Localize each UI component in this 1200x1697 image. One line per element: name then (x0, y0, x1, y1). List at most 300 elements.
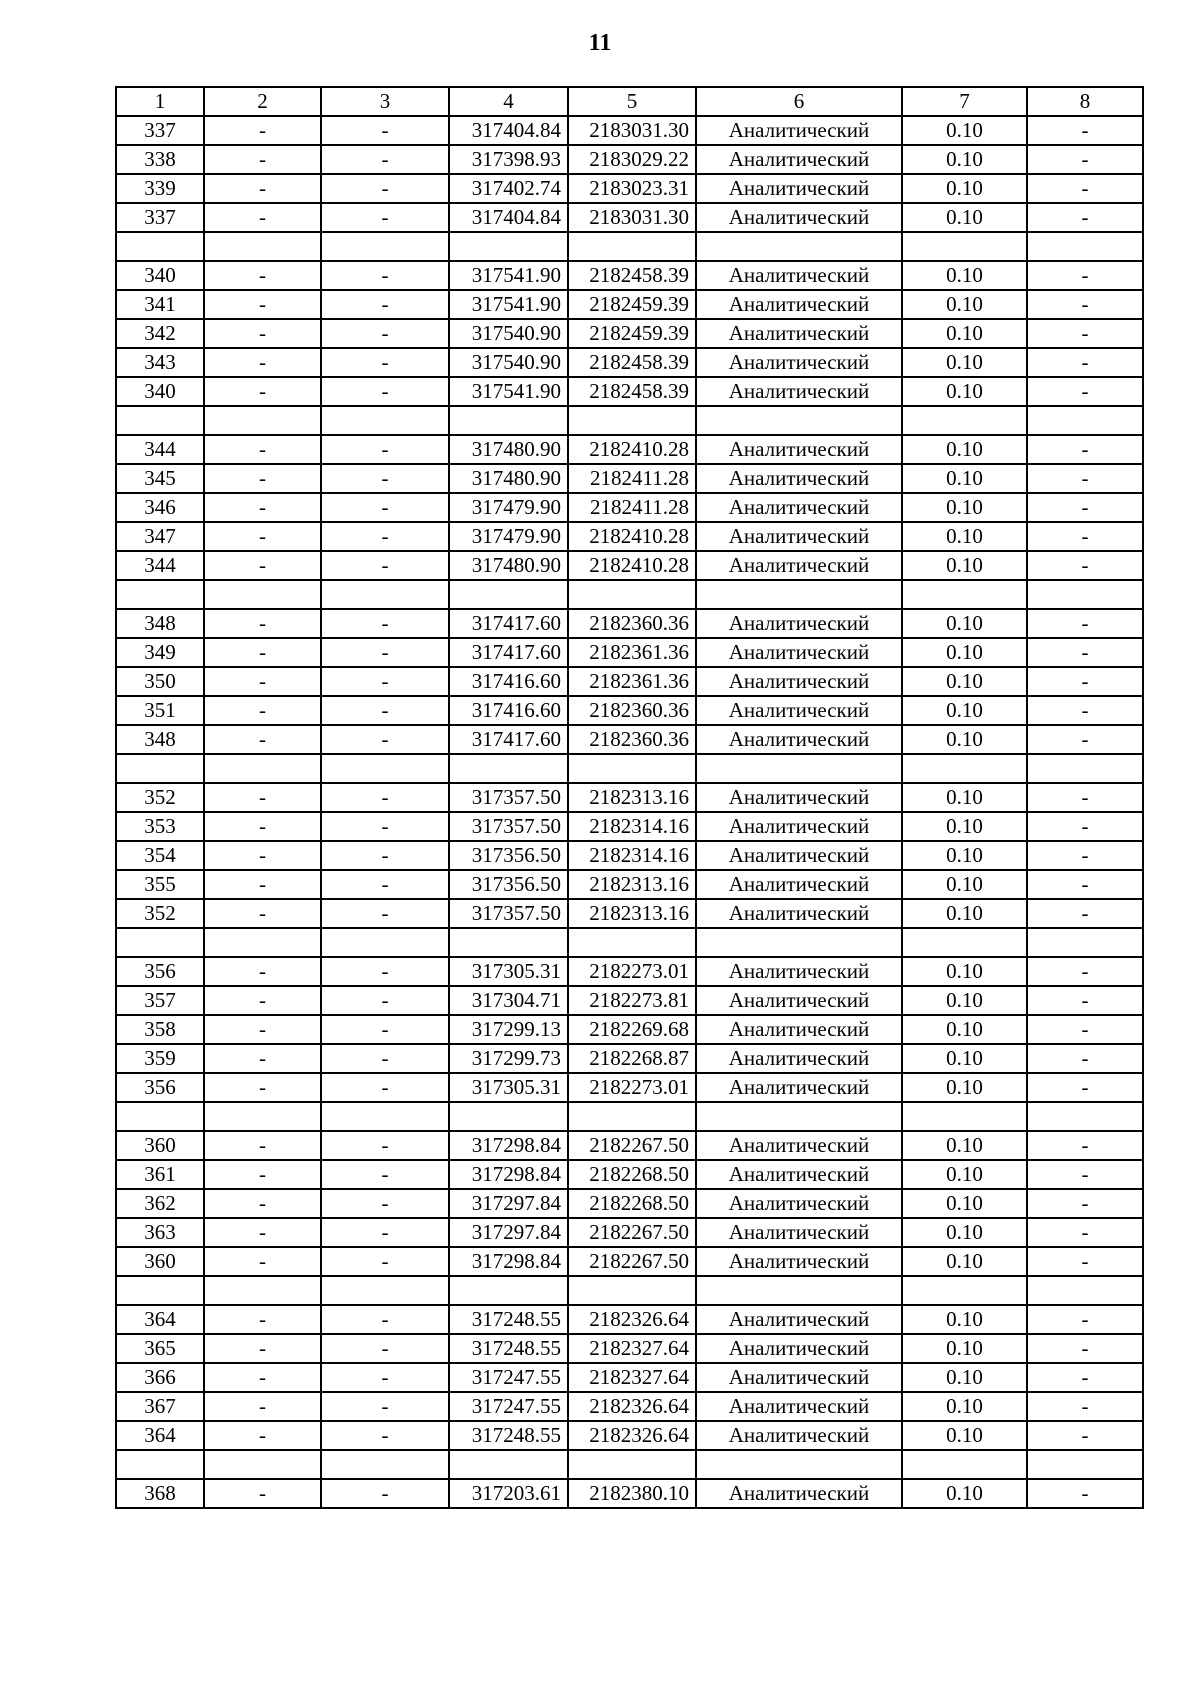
table-cell: 2182380.10 (568, 1479, 696, 1508)
table-cell: 340 (116, 261, 204, 290)
table-cell: - (321, 319, 449, 348)
table-cell: 0.10 (902, 1305, 1027, 1334)
table-cell: - (321, 145, 449, 174)
table-cell: 317304.71 (449, 986, 568, 1015)
table-cell: 337 (116, 203, 204, 232)
table-cell: 360 (116, 1247, 204, 1276)
table-cell: - (204, 493, 321, 522)
table-cell: 2182327.64 (568, 1363, 696, 1392)
table-cell: - (321, 1015, 449, 1044)
table-cell: 0.10 (902, 1247, 1027, 1276)
table-cell: - (321, 377, 449, 406)
table-cell: 317480.90 (449, 464, 568, 493)
table-cell: - (321, 638, 449, 667)
table-cell: - (1027, 870, 1143, 899)
table-cell (116, 580, 204, 609)
table-cell: 361 (116, 1160, 204, 1189)
table-row (116, 1015, 1143, 1044)
table-cell (1027, 406, 1143, 435)
table-cell: 2182410.28 (568, 435, 696, 464)
table-cell: Аналитический (696, 261, 902, 290)
table-cell (568, 580, 696, 609)
table-cell: 2182326.64 (568, 1392, 696, 1421)
table-cell (902, 1276, 1027, 1305)
table-cell: - (321, 116, 449, 145)
table-cell: Аналитический (696, 696, 902, 725)
table-cell: - (321, 203, 449, 232)
table-cell: - (321, 435, 449, 464)
table-cell: 317416.60 (449, 696, 568, 725)
separator-row (116, 580, 1143, 609)
table-cell: - (204, 1044, 321, 1073)
table-row (116, 986, 1143, 1015)
table-row (116, 1189, 1143, 1218)
table-cell: 2182273.81 (568, 986, 696, 1015)
table-cell: - (204, 261, 321, 290)
table-cell: 2182458.39 (568, 348, 696, 377)
table-cell: Аналитический (696, 1044, 902, 1073)
table-cell: - (321, 1305, 449, 1334)
table-cell: Аналитический (696, 870, 902, 899)
table-row (116, 1305, 1143, 1334)
table-cell: Аналитический (696, 464, 902, 493)
table-cell: 317416.60 (449, 667, 568, 696)
table-cell: 317417.60 (449, 609, 568, 638)
table-cell: 0.10 (902, 464, 1027, 493)
table-cell: Аналитический (696, 1015, 902, 1044)
table-cell: - (321, 1363, 449, 1392)
table-cell: 356 (116, 1073, 204, 1102)
table-cell: - (321, 464, 449, 493)
table-cell: - (1027, 377, 1143, 406)
table-cell: 352 (116, 783, 204, 812)
table-row (116, 290, 1143, 319)
table-cell: - (1027, 609, 1143, 638)
table-cell (204, 754, 321, 783)
table-cell: 0.10 (902, 435, 1027, 464)
separator-row (116, 232, 1143, 261)
table-cell: 0.10 (902, 638, 1027, 667)
table-cell: 317480.90 (449, 551, 568, 580)
table-cell: 317541.90 (449, 261, 568, 290)
table-cell (449, 406, 568, 435)
table-cell: 348 (116, 609, 204, 638)
table-cell (116, 1102, 204, 1131)
table-cell: - (204, 1363, 321, 1392)
table-cell: 343 (116, 348, 204, 377)
table-cell: - (204, 1218, 321, 1247)
table-cell: 317299.13 (449, 1015, 568, 1044)
separator-row (116, 1276, 1143, 1305)
table-cell: 0.10 (902, 1015, 1027, 1044)
table-cell: Аналитический (696, 609, 902, 638)
table-cell: 0.10 (902, 174, 1027, 203)
table-cell (1027, 232, 1143, 261)
table-cell: - (204, 1131, 321, 1160)
table-cell: 341 (116, 290, 204, 319)
table-cell: 359 (116, 1044, 204, 1073)
table-cell: - (204, 1479, 321, 1508)
table-cell: 317540.90 (449, 348, 568, 377)
table-cell: - (204, 899, 321, 928)
table-row (116, 1421, 1143, 1450)
table-cell: 346 (116, 493, 204, 522)
table-cell: - (321, 1160, 449, 1189)
table-cell: 0.10 (902, 116, 1027, 145)
coordinates-table (115, 86, 1144, 1509)
table-cell: 2182268.50 (568, 1160, 696, 1189)
table-cell (321, 928, 449, 957)
table-cell (696, 1276, 902, 1305)
table-cell: - (1027, 841, 1143, 870)
table-cell: 0.10 (902, 493, 1027, 522)
table-cell: 2182411.28 (568, 464, 696, 493)
table-cell: - (321, 870, 449, 899)
table-cell (321, 754, 449, 783)
separator-row (116, 928, 1143, 957)
table-cell: 2182268.87 (568, 1044, 696, 1073)
table-cell: - (321, 348, 449, 377)
header-cell: 8 (1027, 87, 1143, 116)
table-cell: - (204, 957, 321, 986)
table-cell: 0.10 (902, 551, 1027, 580)
table-cell: Аналитический (696, 1363, 902, 1392)
table-body (116, 116, 1143, 1508)
table-cell: 2182411.28 (568, 493, 696, 522)
table-cell: - (1027, 319, 1143, 348)
table-cell: 317357.50 (449, 812, 568, 841)
table-cell: - (204, 667, 321, 696)
table-cell (321, 232, 449, 261)
table-cell: 0.10 (902, 812, 1027, 841)
table-cell: 0.10 (902, 145, 1027, 174)
table-cell: 0.10 (902, 667, 1027, 696)
table-cell: 317356.50 (449, 841, 568, 870)
table-cell: - (204, 1334, 321, 1363)
table-cell (449, 1450, 568, 1479)
table-cell: - (1027, 1305, 1143, 1334)
table-cell: Аналитический (696, 638, 902, 667)
table-cell: 2182269.68 (568, 1015, 696, 1044)
table-cell: - (321, 783, 449, 812)
table-cell: - (321, 667, 449, 696)
table-header (116, 87, 1143, 116)
table-cell: - (1027, 174, 1143, 203)
table-cell: - (1027, 551, 1143, 580)
table-cell: 317248.55 (449, 1305, 568, 1334)
table-cell: - (1027, 116, 1143, 145)
table-cell (1027, 1450, 1143, 1479)
table-cell: - (321, 1131, 449, 1160)
table-cell (902, 754, 1027, 783)
table-row (116, 1392, 1143, 1421)
table-cell: 317480.90 (449, 435, 568, 464)
table-cell: - (204, 1421, 321, 1450)
table-cell: Аналитический (696, 1392, 902, 1421)
table-row (116, 348, 1143, 377)
table-cell: 366 (116, 1363, 204, 1392)
table-cell: 358 (116, 1015, 204, 1044)
table-cell (696, 754, 902, 783)
table-cell: 317356.50 (449, 870, 568, 899)
table-cell: Аналитический (696, 493, 902, 522)
table-cell: 340 (116, 377, 204, 406)
table-cell: - (204, 551, 321, 580)
table-cell: - (321, 1479, 449, 1508)
table-row (116, 203, 1143, 232)
table-cell: Аналитический (696, 1247, 902, 1276)
table-cell: 0.10 (902, 1044, 1027, 1073)
table-row (116, 1218, 1143, 1247)
table-cell: - (1027, 203, 1143, 232)
table-cell: 2182458.39 (568, 377, 696, 406)
table-cell: 317417.60 (449, 725, 568, 754)
table-cell: - (204, 145, 321, 174)
table-cell: 362 (116, 1189, 204, 1218)
table-cell: 2182459.39 (568, 290, 696, 319)
table-cell: 348 (116, 725, 204, 754)
table-cell: - (1027, 1015, 1143, 1044)
table-cell: 354 (116, 841, 204, 870)
table-cell: Аналитический (696, 667, 902, 696)
table-cell: 2182361.36 (568, 667, 696, 696)
table-cell: 317417.60 (449, 638, 568, 667)
table-cell: - (1027, 1392, 1143, 1421)
table-cell: - (1027, 1334, 1143, 1363)
table-cell: 344 (116, 551, 204, 580)
table-row (116, 1334, 1143, 1363)
table-cell (902, 580, 1027, 609)
table-cell: - (1027, 1189, 1143, 1218)
table-cell: - (1027, 290, 1143, 319)
table-cell: - (1027, 725, 1143, 754)
table-cell: Аналитический (696, 203, 902, 232)
table-cell: Аналитический (696, 319, 902, 348)
table-cell: 2182410.28 (568, 522, 696, 551)
table-cell: 317402.74 (449, 174, 568, 203)
table-cell: - (204, 696, 321, 725)
table-cell: 317540.90 (449, 319, 568, 348)
table-cell: 317298.84 (449, 1160, 568, 1189)
table-cell: 2182273.01 (568, 1073, 696, 1102)
table-cell: Аналитический (696, 551, 902, 580)
table-cell: 317357.50 (449, 899, 568, 928)
table-cell: Аналитический (696, 1189, 902, 1218)
table-cell: 364 (116, 1421, 204, 1450)
table-cell (204, 1450, 321, 1479)
table-cell: - (1027, 696, 1143, 725)
table-cell: - (321, 841, 449, 870)
table-cell: - (1027, 435, 1143, 464)
table-cell: 2182313.16 (568, 783, 696, 812)
table-cell (568, 1102, 696, 1131)
table-cell: 363 (116, 1218, 204, 1247)
table-cell: 317298.84 (449, 1131, 568, 1160)
table-row (116, 1044, 1143, 1073)
table-cell (696, 928, 902, 957)
table-cell: Аналитический (696, 174, 902, 203)
table-cell: - (1027, 1131, 1143, 1160)
table-cell: 317398.93 (449, 145, 568, 174)
header-cell: 1 (116, 87, 204, 116)
table-cell: 317479.90 (449, 493, 568, 522)
table-cell: 2182326.64 (568, 1305, 696, 1334)
table-row (116, 609, 1143, 638)
table-cell: - (204, 870, 321, 899)
table-cell (116, 928, 204, 957)
table-cell: - (204, 522, 321, 551)
table-row (116, 1247, 1143, 1276)
table-cell: 356 (116, 957, 204, 986)
table-cell: 317357.50 (449, 783, 568, 812)
table-cell (449, 928, 568, 957)
table-row (116, 899, 1143, 928)
table-cell: 0.10 (902, 609, 1027, 638)
table-cell: 2182267.50 (568, 1218, 696, 1247)
table-cell: 2183031.30 (568, 203, 696, 232)
table-cell: - (204, 1305, 321, 1334)
table-cell (696, 580, 902, 609)
table-row (116, 174, 1143, 203)
table-cell: 2183023.31 (568, 174, 696, 203)
table-cell: - (321, 1247, 449, 1276)
table-cell: - (1027, 1363, 1143, 1392)
header-cell: 7 (902, 87, 1027, 116)
separator-row (116, 406, 1143, 435)
table-cell: 352 (116, 899, 204, 928)
table-row (116, 493, 1143, 522)
table-cell (321, 406, 449, 435)
table-cell: 0.10 (902, 1334, 1027, 1363)
table-cell: 317248.55 (449, 1421, 568, 1450)
page-number: 11 (588, 30, 612, 56)
table-row (116, 464, 1143, 493)
table-cell: 2182273.01 (568, 957, 696, 986)
table-cell: - (204, 783, 321, 812)
table-cell (116, 232, 204, 261)
table-cell: - (321, 899, 449, 928)
table-cell: 0.10 (902, 1189, 1027, 1218)
table-cell (204, 1276, 321, 1305)
table-cell: 350 (116, 667, 204, 696)
table-cell: 317297.84 (449, 1218, 568, 1247)
table-cell (116, 1276, 204, 1305)
table-cell: - (204, 116, 321, 145)
table-cell: - (1027, 1479, 1143, 1508)
table-cell: - (204, 1247, 321, 1276)
table-cell: - (321, 1421, 449, 1450)
table-cell: Аналитический (696, 986, 902, 1015)
table-cell: 368 (116, 1479, 204, 1508)
table-cell (116, 754, 204, 783)
table-cell (1027, 1102, 1143, 1131)
table-cell: 0.10 (902, 319, 1027, 348)
table-cell: - (1027, 261, 1143, 290)
table-row (116, 841, 1143, 870)
table-row (116, 1073, 1143, 1102)
table-cell: 339 (116, 174, 204, 203)
table-cell: 0.10 (902, 1421, 1027, 1450)
table-cell: - (321, 522, 449, 551)
table-cell (1027, 1276, 1143, 1305)
table-cell: 0.10 (902, 261, 1027, 290)
table-cell: - (1027, 899, 1143, 928)
table-cell (449, 1276, 568, 1305)
table-row (116, 1131, 1143, 1160)
table-row (116, 261, 1143, 290)
table-cell: - (321, 1189, 449, 1218)
table-cell: 344 (116, 435, 204, 464)
header-cell: 5 (568, 87, 696, 116)
table-cell: Аналитический (696, 116, 902, 145)
table-row (116, 667, 1143, 696)
table-cell (568, 754, 696, 783)
table-cell: - (204, 435, 321, 464)
table-cell: 0.10 (902, 1363, 1027, 1392)
table-cell: 0.10 (902, 870, 1027, 899)
table-cell: 0.10 (902, 1131, 1027, 1160)
table-cell: Аналитический (696, 1218, 902, 1247)
table-cell: - (1027, 1044, 1143, 1073)
table-cell: 2183029.22 (568, 145, 696, 174)
table-cell: 0.10 (902, 1392, 1027, 1421)
table-cell: 0.10 (902, 725, 1027, 754)
table-cell (321, 1276, 449, 1305)
table-cell: 317305.31 (449, 1073, 568, 1102)
table-cell (568, 1276, 696, 1305)
separator-row (116, 754, 1143, 783)
table-cell (204, 406, 321, 435)
table-cell (568, 928, 696, 957)
table-cell: - (1027, 1218, 1143, 1247)
table-cell: - (321, 1073, 449, 1102)
table-cell: 0.10 (902, 783, 1027, 812)
table-cell: 0.10 (902, 841, 1027, 870)
table-cell: - (321, 493, 449, 522)
table-cell: 349 (116, 638, 204, 667)
table-cell: 0.10 (902, 899, 1027, 928)
table-cell (696, 1102, 902, 1131)
table-cell: - (204, 638, 321, 667)
table-cell: Аналитический (696, 957, 902, 986)
table-cell: - (204, 1160, 321, 1189)
table-cell: 0.10 (902, 377, 1027, 406)
table-cell: 0.10 (902, 1479, 1027, 1508)
table-cell: - (1027, 1073, 1143, 1102)
header-cell: 2 (204, 87, 321, 116)
table-cell: - (1027, 464, 1143, 493)
table-cell: - (204, 319, 321, 348)
table-cell (204, 1102, 321, 1131)
table-cell: Аналитический (696, 522, 902, 551)
table-row (116, 783, 1143, 812)
table-cell: - (321, 1392, 449, 1421)
table-cell: - (1027, 1421, 1143, 1450)
table-cell (568, 232, 696, 261)
table-cell: Аналитический (696, 725, 902, 754)
table-cell: - (321, 261, 449, 290)
table-cell: - (204, 348, 321, 377)
table-cell: 351 (116, 696, 204, 725)
table-cell: 337 (116, 116, 204, 145)
table-cell: - (321, 696, 449, 725)
table-cell: - (321, 290, 449, 319)
table-cell: - (1027, 638, 1143, 667)
table-cell: 2183031.30 (568, 116, 696, 145)
table-cell: - (321, 1218, 449, 1247)
table-cell (902, 928, 1027, 957)
table-cell: Аналитический (696, 145, 902, 174)
